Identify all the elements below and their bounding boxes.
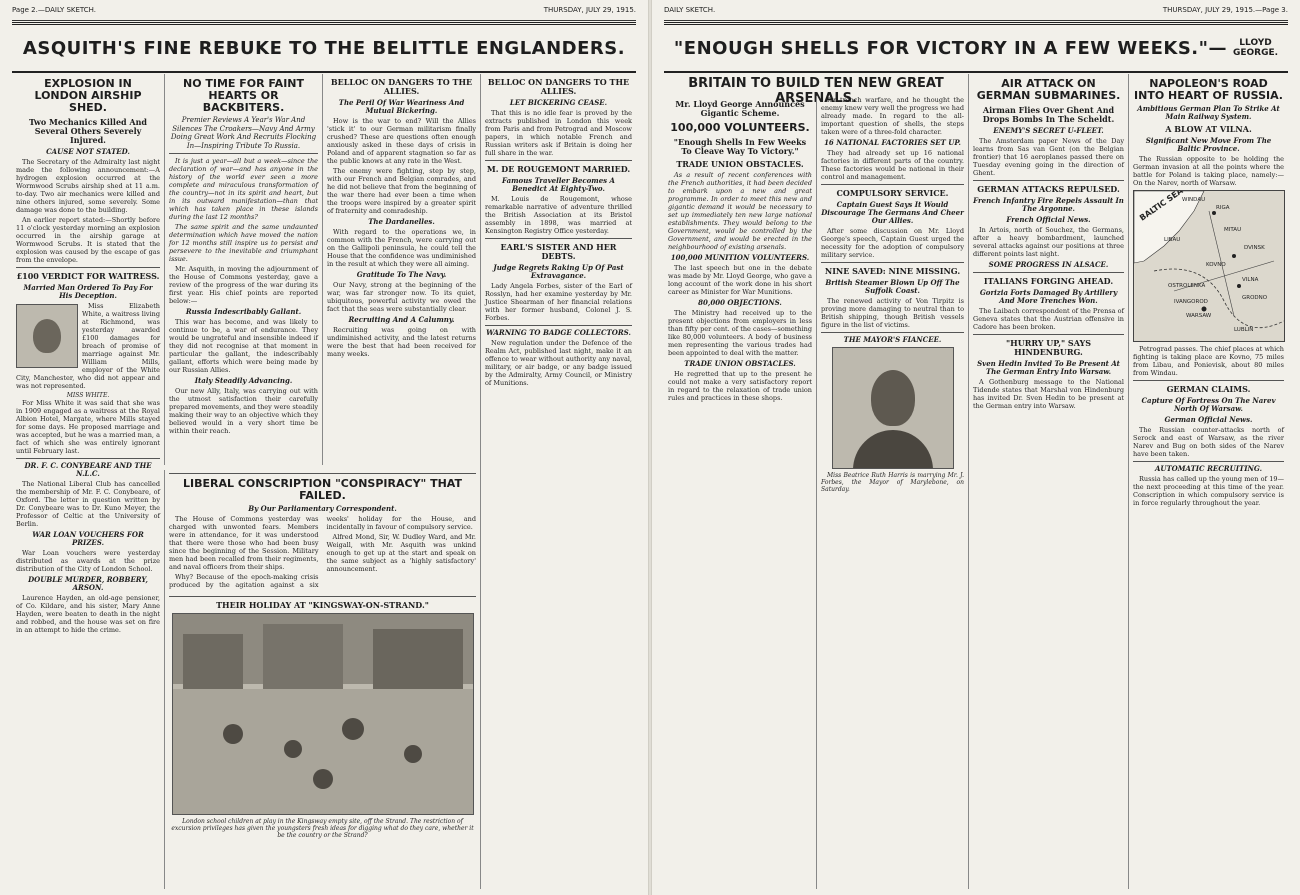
portrait-face [33,319,61,353]
article-text: After some discussion on Mr. Lloyd George's speech, Captain Guest urged the necessity for the adoption of compulsory military service. [821,227,964,259]
right-column-3 [968,74,1128,889]
map-town-marker [1212,211,1216,215]
article-text: With regard to the operations we, in common with the French, were carrying out on the Gallipoli peninsula, he could tell the House that the confidence was undiminished in the result at which they were all aiming. [327,228,476,268]
subhead-trade-union-obstacles: TRADE UNION OBSTACLES. [684,359,796,368]
subhead-gorizia: Gorizia Forts Damaged By Artillery And More Trenches Won. [979,288,1118,305]
article-text: The National Liberal Club has cancelled the membership of Mr. F. C. Conybeare, of Oxford. The letter in question written by Dr. Conybeare was to Dr. Kuno Meyer, the Professor of Celtic at the University of Berlin. [16,480,160,528]
map-label-grodno: GRODNO [1242,295,1268,301]
article-text: That this is no idle fear is proved by the extracts published in London this week from Paris and from Petrograd and Moscow papers, in which notable French and Russian writers ask if Britain is doing her full share in the war. [485,109,632,157]
divider [485,160,632,161]
article-text: Alfred Mond, Sir, W. Dudley Ward, and Mr. Weigall, with Mr. Asquith was unkind enough to get up at the start and speak on the same subject as a 'highly satisfactory' announcement. [326,533,476,573]
subhead-steamer: British Steamer Blown Up Off The Suffolk Coast. [825,278,960,295]
article-text: Why? Because of the epoch-making crisis produced by the agitation against a six weeks' holiday for the House, and incidentally in favour of compulsory service. [169,515,476,589]
headline-murder: DOUBLE MURDER, ROBBERY, ARSON. [28,575,148,592]
article-text: M. Louis de Rougemont, whose remarkable narrative of adventure thrilled the British Association at its Bristol assembly in 1898, was married at Kensington Registry Office yesterday. [485,195,632,235]
byline: By Our Parliamentary Correspondent. [248,504,397,513]
article-text: for trench warfare, and he thought the enemy knew very well the progress we had already made. In regard to the all-important question of shells, the steps taken were of a three-fold character. [821,96,964,136]
map-drawing [1134,191,1284,341]
divider [169,596,476,597]
right-column-4 [1128,74,1288,889]
article-text: The Amsterdam paper News of the Day learns from Sas van Gent (on the Belgian frontier) that 16 aeroplanes passed there on Tuesday evening going in the direction of Ghent. [973,137,1124,177]
subhead-italy: Italy Steadily Advancing. [194,376,293,385]
subhead-dardanelles: The Dardanelles. [368,217,435,226]
map-label-warsaw: WARSAW [1186,313,1212,319]
right-folio [664,6,1288,21]
article-text: Our Navy, strong at the beginning of the war, was far stronger now. To its quiet, ubiquitous, powerful activity we owed the fact that the seas were substantially clear. [327,281,476,313]
divider [973,272,1124,273]
headline-waitress: £100 VERDICT FOR WAITRESS. [16,271,160,281]
fiancee-shoulders [853,430,933,469]
map-town-marker [1202,307,1207,312]
headline-napoleons-road: NAPOLEON'S ROAD INTO HEART OF RUSSIA. [1134,77,1283,102]
left-column-3 [322,74,480,465]
article-text: Lady Angela Forbes, sister of the Earl of Rosslyn, had her examine yesterday by Mr. Justice Shearman of her financial relations with her former husband, Colonel J. S. Forbes. [485,282,632,322]
article-text: Russia has called up the young men of 19—the next proceeding at this time of the year. Conscription in which compulsory service is in force regularly throughout the year. [1133,475,1284,507]
headline-belloc-cont: BELLOC ON DANGERS TO THE ALLIES. [487,77,630,96]
subhead-narev: Capture Of Fortress On The Narev North Of Warsaw. [1141,396,1276,413]
article-text: The Secretary of the Admiralty last night made the following announcement:—A hydrogen explosion occurred at the Wormwood Scrubs airship shed at 11 a.m. to-day. Two air mechanics were killed and nine others injured, some severely. Some damage was done to the building. [16,158,160,214]
divider [169,473,476,474]
map-label-windau: WINDAU [1182,197,1206,203]
map-label-ivangorod: IVANGOROD [1174,299,1208,305]
right-folio-title: DAILY SKETCH. [664,6,716,14]
right-banner-credit [1233,38,1278,58]
divider [485,325,632,326]
divider [973,334,1124,335]
subhead-lloyd-george: Mr. Lloyd George Announces Gigantic Scheme. [675,99,805,118]
left-column-4 [480,74,636,889]
right-banner-headline: "ENOUGH SHELLS FOR VICTORY IN A FEW WEEKS."— [673,37,1227,59]
subhead-vilna: A BLOW AT VILNA. [1165,124,1252,134]
article-text: War Loan vouchers were yesterday distributed as awards at the prize distribution of the City of London School. [16,549,160,573]
article-text: The Ministry had received up to the present objections from employers in less than fifty per cent. of the cases—something like 80,000 volunteers. A body of business men representing the various trades had been appointed to deal with the matter. [668,309,812,357]
headline-belloc: BELLOC ON DANGERS TO THE ALLIES. [330,77,473,96]
subhead-russia: Russia Indescribably Gallant. [185,307,302,316]
subhead-national-factories: 16 NATIONAL FACTORIES SET UP. [824,138,961,147]
divider [16,267,160,268]
subhead-recruiting: Recruiting And A Calumny. [348,315,455,324]
headline-war-loan: WAR LOAN VOUCHERS FOR PRIZES. [32,530,144,547]
left-lower-section [164,470,480,889]
fiancee-face [871,370,915,426]
headline-attacks-repulsed: GERMAN ATTACKS REPULSED. [977,184,1120,194]
subhead-alsace: SOME PROGRESS IN ALSACE. [988,260,1109,269]
article-text: Petrograd passes. The chief places at which fighting is taking place are Kovno, 75 miles from Libau, and Ponievisk, about 80 miles from Windau. [1133,345,1284,377]
conscription-body [169,515,476,593]
map-town-marker [1237,284,1241,288]
left-banner-headline: ASQUITH'S FINE REBUKE TO THE BELITTLE ENGLANDERS. [22,37,626,59]
article-text: Recruiting was going on with undiminished activity, and the latest returns were the best that had been received for many weeks. [327,326,476,358]
divider [1133,380,1284,381]
left-folio-date: THURSDAY, JULY 29, 1915. [543,6,636,14]
headline-conybeare: DR. F. C. CONYBEARE AND THE N.L.C. [24,461,152,478]
map-label-lublin: LUBLIN [1234,327,1254,333]
article-text: The Laibach correspondent of the Prensa of Geneva states that the Austrian offensive in Cadore has been broken. [973,307,1124,331]
banner-credit-line2: GEORGE. [1233,48,1279,58]
map-label-dvinsk: DVINSK [1244,245,1265,251]
subhead-munition-volunteers: 100,000 MUNITION VOLUNTEERS. [670,253,810,262]
divider [821,262,964,263]
headline-faint-hearts: NO TIME FOR FAINT HEARTS OR BACKBITERS. [182,77,304,114]
divider [485,238,632,239]
headline-holiday: THEIR HOLIDAY AT "KINGSWAY-ON-STRAND." [216,600,429,610]
left-page [0,0,648,895]
article-deck: Premier Reviews A Year's War And Silences The Croakers—Navy And Army Doing Great Work And Recruits Flocking In—Inspiring Tribute To Russia. [170,116,317,150]
headline-badges: WARNING TO BADGE COLLECTORS. [486,328,631,337]
left-folio [12,6,636,21]
headline-arsenals: BRITAIN TO BUILD TEN NEW GREAT ARSENALS. [688,76,944,106]
subhead-trade-union: TRADE UNION OBSTACLES. [676,159,804,169]
map-label-libau: LIBAU [1164,237,1181,243]
map-label-ostrolenka: OSTROLENKA [1168,283,1206,289]
divider [973,180,1124,181]
map-label-baltic-sea: BALTIC SEA [1137,191,1185,223]
map-label-mitau: MITAU [1224,227,1242,233]
left-column-2 [164,74,322,465]
article-text: This war has become, and was likely to continue to be, a war of endurance. They would be ungrateful and insensible indeed if they did not recognise at that moment in particular the gallant, the indescribably gallant, efforts which were being made by our Russian Allies. [169,318,318,374]
right-page [652,0,1300,895]
subhead-baltic: Significant New Move From The Baltic Province. [1145,136,1272,153]
article-text: The last speech but one in the debate was made by Mr. Lloyd George, who gave a long account of the work done in his short career as Minister for War Munitions. [668,264,812,296]
eastern-front-map [1133,190,1285,342]
article-text: A Gothenburg message to the National Tidende states that Marshal von Hindenburg has invited Dr. Sven Hedin to be present at the German entry into Warsaw. [973,378,1124,410]
headline-rougemont: M. DE ROUGEMONT MARRIED. [486,164,631,174]
headline-earls-sister: EARL'S SISTER AND HER DEBTS. [500,242,617,261]
headline-mayors-fiancee: THE MAYOR'S FIANCEE. [843,335,942,344]
left-folio-page: Page 2.—DAILY SKETCH. [12,6,97,14]
article-text: How is the war to end? Will the Allies 'stick it' to our German militarism finally crushed? These are questions often enough anxiously asked in these days of crisis in Poland and of apparent stagnation so far as the public knows at any rate in the West. [327,117,476,165]
divider [16,458,160,459]
divider [821,332,964,333]
right-column-2 [816,96,968,889]
article-text: The enemy were fighting, step by step, with our French and Belgian comrades, and he did not believe that from the beginning of the war there had ever been a time when the troops were inspired by a greater spirit of fraternity and comradeship. [327,167,476,215]
map-labels [1138,191,1268,333]
subhead-cause: CAUSE NOT STATED. [46,147,130,156]
subhead-captain-guest: Captain Guest Says It Would Discourage The Germans And Cheer Our Allies. [821,200,964,225]
article-text: As a result of recent conferences with the French authorities, it had been decided to embark upon a new and great programme. In order to meet this new and gigantic demand it would be necessary to set up immediately ten new large national establishments. They would belong to the Government, would be controlled by the Government, and would be erected in the neighbourhood of existing arsenals. [668,171,812,251]
fiancee-caption: Miss Beatrice Ruth Harris is marrying Mr. J. Forbes, the Mayor of Marylebone, on Saturday. [821,472,964,493]
subhead-airman: Airman Flies Over Ghent And Drops Bombs In The Scheldt. [982,105,1115,124]
fiancee-photo [832,347,954,469]
subhead-peril: The Peril Of War Weariness And Mutual Bickering. [338,98,465,115]
article-text: It is just a year—all but a week—since the declaration of war—and has anyone in the history of the world ever seen a more complete and miraculous transformation of the country—not in its spirit and heart, but in its outward manifestation—than that which has taken place in these islands during the last 12 months? [169,157,318,221]
article-text: The renewed activity of Von Tirpitz is proving more damaging to neutral than to British shipping, though British vessels figure in the list of victims. [821,297,964,329]
subhead-argonne: French Infantry Fire Repels Assault In The Argonne. [973,196,1124,213]
subhead-bickering: LET BICKERING CEASE. [509,98,608,107]
article-text: For Miss White it was said that she was in 1909 engaged as a waitress at the Royal Albion Hotel, Margate, where Mills stayed for some days. He proposed marriage and was accepted, but he was a married man, a fact of which she was entirely ignorant until February last. [16,399,160,455]
headline-german-claims: GERMAN CLAIMS. [1166,384,1251,394]
subhead-ambitious-plan: Ambitious German Plan To Strike At Main Railway System. [1137,104,1280,121]
map-label-kovno: KOVNO [1206,262,1226,268]
divider [821,184,964,185]
article-text: He regretted that up to the present he could not make a very satisfactory report in regard to the relaxation of trade union rules and practices in these shops. [668,370,812,402]
article-text: Mr. Asquith, in moving the adjournment of the House of Commons yesterday, gave a review of the progress of the war during its first year. His chief points are reported below:— [169,265,318,305]
headline-air-attack: AIR ATTACK ON GERMAN SUBMARINES. [976,77,1121,102]
portrait-photo [16,304,78,368]
photo-caption: MISS WHITE. [66,392,110,399]
right-column-1 [664,96,816,889]
headline-nine-saved: NINE SAVED: NINE MISSING. [824,266,961,276]
right-banner [664,22,1288,73]
article-text: Miss Elizabeth White, a waitress living at Richmond, was yesterday awarded £100 damages for breach of promise of marriage against Mr. William Mills, employer of the White City, Manchester, who did not appear and was not represented. [16,302,160,390]
subhead-navy: Gratitude To The Navy. [356,270,447,279]
article-text: In Artois, north of Souchez, the Germans, after a heavy bombardment, launched several attacks against our positions at three different points last night. [973,226,1124,258]
subhead-rougemont: Famous Traveller Becomes A Benedict At Eighty-Two. [502,176,615,193]
map-label-vilna: VILNA [1242,277,1259,283]
subhead-earls-sister: Judge Regrets Raking Up Of Past Extravagance. [493,263,624,280]
right-folio-date: THURSDAY, JULY 29, 1915.—Page 3. [1162,6,1288,14]
headline-compulsory-service: COMPULSORY SERVICE. [836,188,949,198]
article-text: The Russian counter-attacks north of Serock and east of Warsaw, as the river Narev and Bug on both sides of the Narev have been taken. [1133,426,1284,458]
article-text: The same spirit and the same undaunted determination which have moved the nation for 12 months still inspire us to persist and persevere to the inevitable and triumphant issue. [169,223,318,263]
article-text: Laurence Hayden, an old-age pensioner, of Co. Kildare, and his sister, Mary Anne Hayden, were beaten to death in the night and robbed, and the house was set on fire in an attempt to hide the crime. [16,594,160,634]
article-text: The House of Commons yesterday was charged with unwonted fears. Members were in attendance, for it was understood that there were those who had been busy since the beginning of the Session. Military men had been recalled from their regiments, and naval officers from their ships. [169,515,319,571]
divider [1133,461,1284,462]
subhead-u-fleet: ENEMY'S SECRET U-FLEET. [993,126,1104,135]
subhead-objections: 80,000 OBJECTIONS. [698,298,782,307]
holiday-caption: London school children at play in the Kingsway empty site, off the Strand. The restriction of excursion privileges has given the youngsters fresh ideas for digging what do they care, whether it be the country or the Strand? [171,818,474,839]
divider [169,153,318,154]
map-town-marker [1232,254,1236,258]
left-banner [12,22,636,73]
article-text: They had already set up 16 national factories in different parts of the country. These factories would be national in their control and management. [821,149,964,181]
article-text: New regulation under the Defence of the Realm Act, published last night, make it an offence to wear without authority any naval, military, or air badge, or any badge issued by the Admiralty, Army Council, or Ministry of Munitions. [485,339,632,387]
headline-italians: ITALIANS FORGING AHEAD. [983,276,1114,286]
subhead-enough-shells: "Enough Shells In Few Weeks To Cleave Way To Victory." [673,137,807,156]
subhead-explosion: Two Mechanics Killed And Several Others Severely Injured. [28,117,148,145]
banner-credit-line1: LLOYD [1239,38,1272,48]
article-text: Our new Ally, Italy, was carrying out with the utmost satisfaction their carefully prepared movements, and they were steadily making their way to an objective which they believed would in a very short time be within their reach. [169,387,318,435]
headline-conscription: LIBERAL CONSCRIPTION "CONSPIRACY" THAT FAILED. [183,477,462,502]
headline-explosion: EXPLOSION IN LONDON AIRSHIP SHED. [34,77,142,114]
headline-hindenburg: "HURRY UP," SAYS HINDENBURG. [1005,338,1092,357]
article-text: An earlier report stated:—Shortly before 11 o'clock yesterday morning an explosion occurred in the airship garage at Wormwood Scrubs. It is stated that the explosion was caused by the escape of gas from the envelope. [16,216,160,264]
left-column-1 [12,74,164,889]
article-text: The Russian opposite to be holding the German invasion at all the points where the battle for Poland is taking place, namely:—On the Narev, north of Warsaw. [1133,155,1284,187]
holiday-photo [172,613,474,815]
subhead-waitress: Married Man Ordered To Pay For His Deception. [23,283,153,300]
holiday-photo-scene [173,614,473,814]
headline-volunteers: 100,000 VOLUNTEERS. [670,121,810,134]
subhead-sven-hedin: Sven Hedin Invited To Be Present At The German Entry Into Warsaw. [977,359,1120,376]
map-label-riga: RIGA [1216,205,1230,211]
subhead-french-official: French Official News. [1006,215,1091,224]
subhead-german-official: German Official News. [1164,415,1253,424]
headline-automatic-recruiting: AUTOMATIC RECRUITING. [1154,464,1263,473]
